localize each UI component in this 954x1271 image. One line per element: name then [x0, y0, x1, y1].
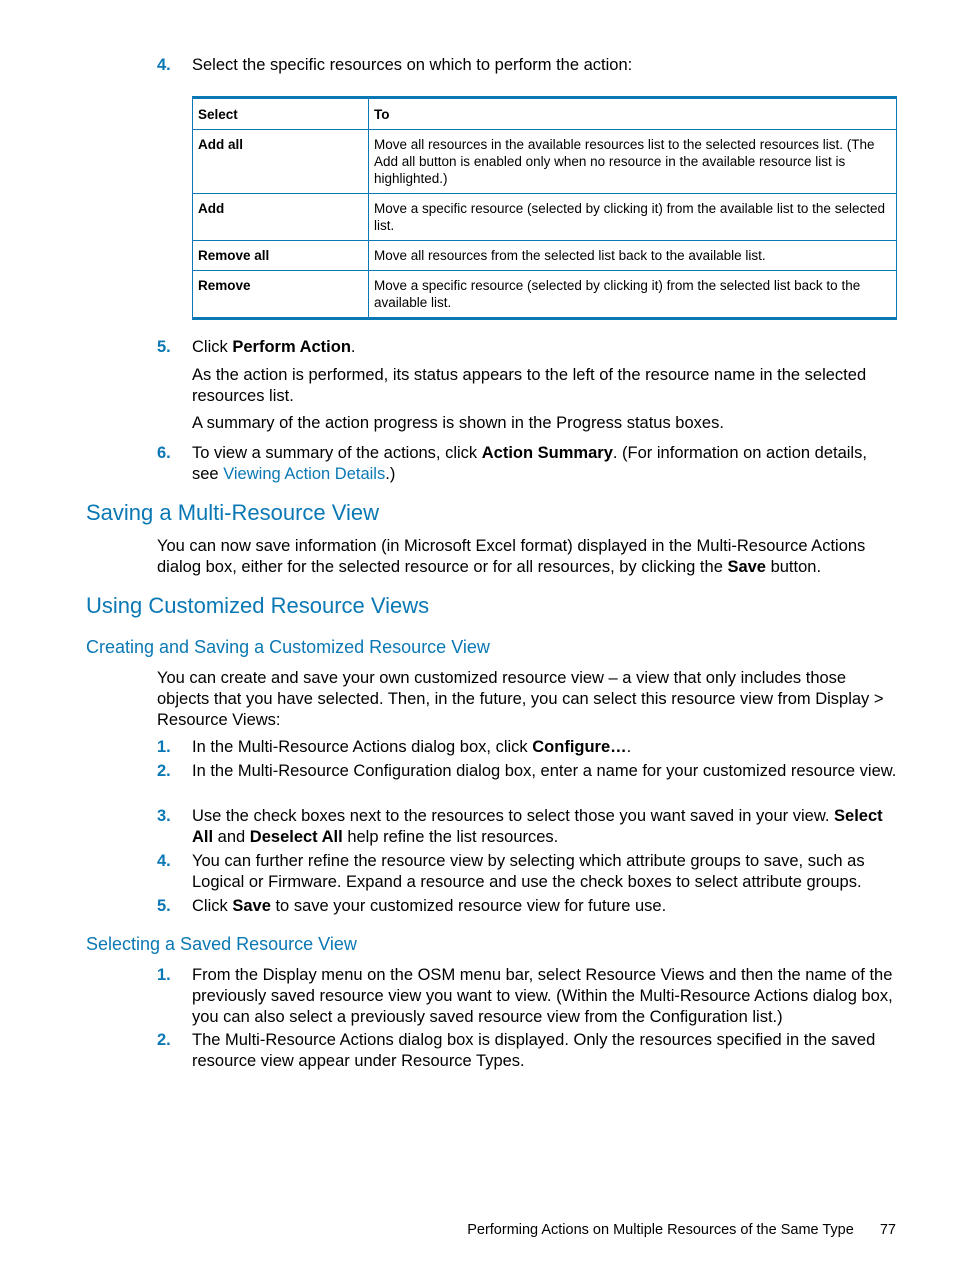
text-run: Click [192, 338, 233, 356]
heading-saving-multi-resource-view: Saving a Multi-Resource View [86, 500, 380, 525]
creating-step-2 [157, 761, 897, 782]
step-text [192, 806, 897, 848]
viewing-action-details-link[interactable]: Viewing Action Details [223, 465, 386, 483]
select-cell: Remove all [193, 241, 369, 271]
text-run: to save your customized resource view for future use. [270, 897, 667, 915]
column-header-select: Select [193, 98, 369, 130]
step-number: 5. [157, 897, 171, 915]
table-header-row [193, 98, 897, 130]
text-run: Use the check boxes next to the resources to select those you want saved in your view. [192, 807, 835, 825]
text-run: and [213, 828, 250, 846]
text-run: . (For information on action details, see [192, 444, 867, 483]
text-run: In the Multi-Resource Actions dialog box, click [192, 738, 533, 756]
page-footer [467, 1222, 896, 1238]
step-5-note-status: As the action is performed, its status appears to the left of the resource name in the selected resources list. [192, 366, 867, 405]
heading-using-customized-resource-views: Using Customized Resource Views [86, 593, 430, 618]
table-row [193, 194, 897, 241]
step-text: From the Display menu on the OSM menu bar, select Resource Views and then the name of the previously saved resource view you want to view. (Within the Multi-Resource Actions dialog box, you can also select a previously saved resource view from the Configuration list.) [192, 966, 893, 1026]
save-label: Save [727, 558, 766, 576]
column-header-to: To [369, 98, 897, 130]
save-label: Save [232, 897, 271, 915]
deselect-all-label: Deselect All [249, 828, 343, 846]
text-run: Click [192, 897, 233, 915]
step-5 [157, 337, 897, 358]
step-text: You can further refine the resource view by selecting which attribute groups to save, such as Logical or Firmware. Expand a resource and use the check boxes to select attribute groups. [192, 852, 865, 891]
to-cell: Move a specific resource (selected by clicking it) from the available list to the selected list. [369, 194, 897, 241]
step-number: 1. [157, 738, 171, 756]
text-run: You can now save information (in Microsoft Excel format) displayed in the Multi-Resource Actions dialog box, either for the selected resource or for all resources, by clicking the [157, 537, 866, 576]
saving-paragraph [157, 536, 897, 578]
step-number: 4. [157, 852, 171, 870]
text-run: . [350, 338, 356, 356]
step-number: 6. [157, 444, 171, 462]
step-4 [157, 55, 897, 76]
perform-action-label: Perform Action [232, 338, 351, 356]
to-cell: Move all resources from the selected list back to the available list. [369, 241, 897, 271]
page-number: 77 [879, 1222, 896, 1238]
creating-intro: You can create and save your own customized resource view – a view that only includes those objects that you have selected. Then, in the future, you can select this resource view from Display > Resource Views: [157, 669, 884, 729]
step-number: 1. [157, 966, 171, 984]
step-number: 4. [157, 56, 171, 74]
select-all-label: Select All [192, 807, 883, 846]
text-run: To view a summary of the actions, click [192, 444, 482, 462]
step-text [192, 337, 897, 358]
step-5-note-progress: A summary of the action progress is shown in the Progress status boxes. [192, 414, 724, 432]
step-number: 5. [157, 338, 171, 356]
footer-title: Performing Actions on Multiple Resources of the Same Type [467, 1222, 854, 1238]
resource-selection-table [192, 96, 897, 320]
action-summary-label: Action Summary [481, 444, 613, 462]
heading-selecting-saved-view: Selecting a Saved Resource View [86, 934, 357, 954]
step-text [192, 896, 897, 917]
creating-step-1 [157, 737, 897, 758]
creating-step-5 [157, 896, 897, 917]
creating-step-3 [157, 806, 897, 848]
selecting-step-1 [157, 965, 897, 1028]
step-number: 2. [157, 1031, 171, 1049]
step-text [192, 737, 897, 758]
table-row [193, 271, 897, 319]
step-6 [157, 443, 897, 485]
step-number: 3. [157, 807, 171, 825]
step-number: 2. [157, 762, 171, 780]
table-row [193, 241, 897, 271]
table-row [193, 130, 897, 194]
step-text [192, 443, 897, 485]
select-cell: Add [193, 194, 369, 241]
step-text: Select the specific resources on which to perform the action: [192, 56, 633, 74]
text-run: help refine the list resources. [342, 828, 559, 846]
creating-step-4 [157, 851, 897, 893]
step-text: In the Multi-Resource Configuration dialog box, enter a name for your customized resource view. [192, 762, 897, 780]
heading-creating-and-saving: Creating and Saving a Customized Resource View [86, 637, 490, 657]
select-cell: Add all [193, 130, 369, 194]
select-cell: Remove [193, 271, 369, 319]
to-cell: Move a specific resource (selected by clicking it) from the selected list back to the available list. [369, 271, 897, 319]
text-run: button. [766, 558, 822, 576]
text-run: .) [385, 465, 396, 483]
to-cell: Move all resources in the available resources list to the selected resources list. (The Add all button is enabled only when no resource in the available resource list is highlighted.) [369, 130, 897, 194]
selecting-step-2 [157, 1030, 897, 1072]
text-run: . [626, 738, 632, 756]
configure-label: Configure… [532, 738, 627, 756]
step-text: The Multi-Resource Actions dialog box is displayed. Only the resources specified in the saved resource view appear under Resource Types. [192, 1031, 876, 1070]
